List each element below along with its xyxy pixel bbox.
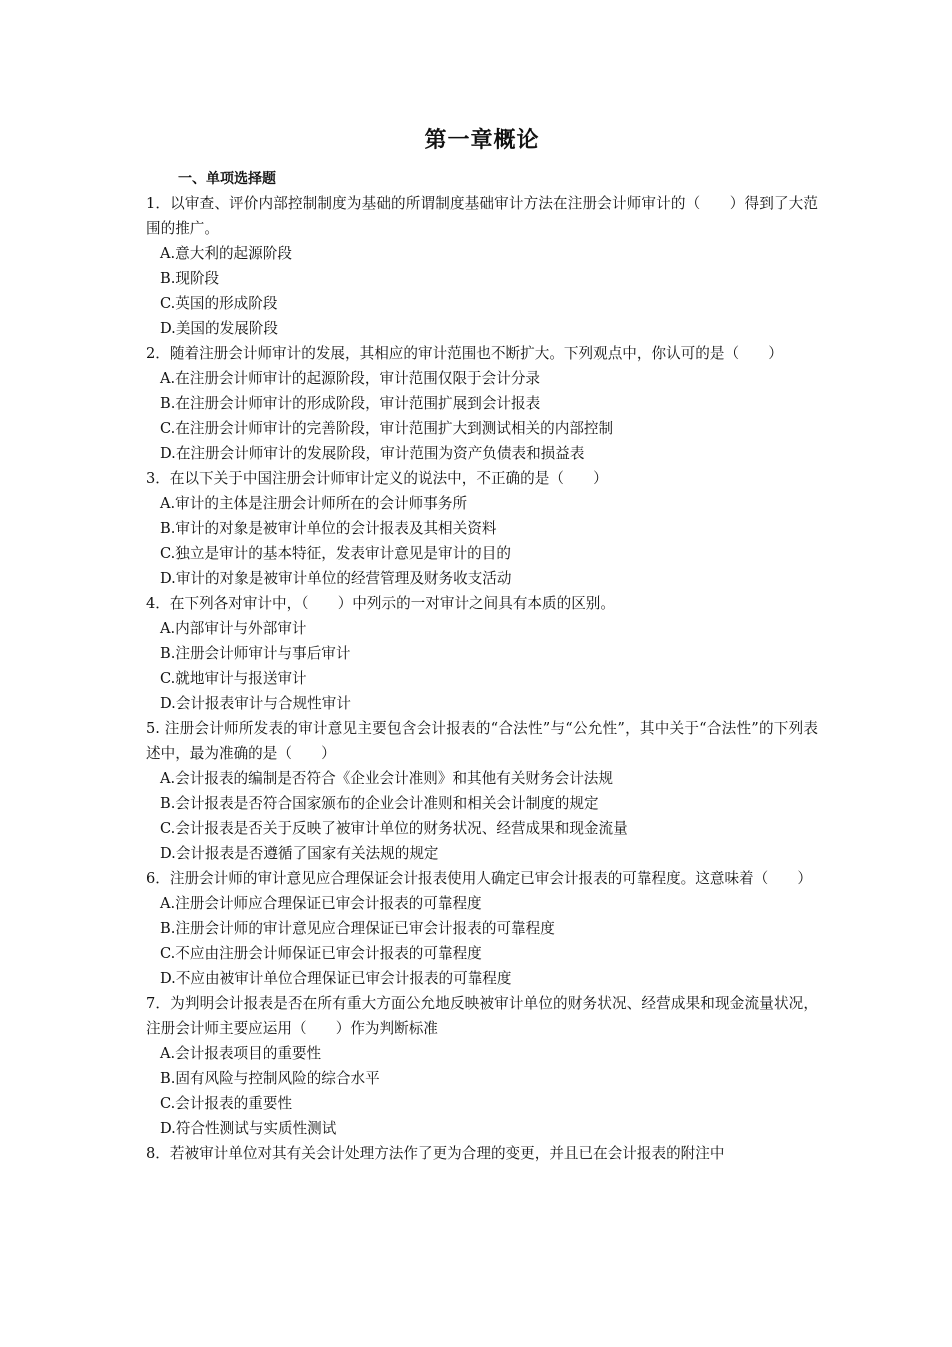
option-d: D.审计的对象是被审计单位的经营管理及财务收支活动 bbox=[160, 570, 512, 587]
option-b: B.会计报表是否符合国家颁布的企业会计准则和相关会计制度的规定 bbox=[160, 795, 599, 812]
option-c: C.就地审计与报送审计 bbox=[160, 670, 307, 687]
option-c: C.会计报表是否关于反映了被审计单位的财务状况、经营成果和现金流量 bbox=[160, 820, 628, 837]
section-heading: 一、单项选择题 bbox=[178, 171, 276, 187]
question-3 bbox=[146, 466, 818, 591]
option-d: D.美国的发展阶段 bbox=[160, 320, 278, 337]
option-c: C.不应由注册会计师保证已审会计报表的可靠程度 bbox=[160, 945, 482, 962]
question-stem: 2．随着注册会计师审计的发展，其相应的审计范围也不断扩大。下列观点中，你认可的是（ ） bbox=[146, 345, 783, 362]
option-a: A.内部审计与外部审计 bbox=[160, 620, 307, 637]
option-d: D.符合性测试与实质性测试 bbox=[160, 1120, 337, 1137]
option-a: A.意大利的起源阶段 bbox=[160, 245, 292, 262]
question-2 bbox=[146, 341, 818, 466]
option-c: C.独立是审计的基本特征，发表审计意见是审计的目的 bbox=[160, 545, 511, 562]
question-list bbox=[146, 191, 818, 1166]
option-c: C.在注册会计师审计的完善阶段，审计范围扩大到测试相关的内部控制 bbox=[160, 420, 614, 437]
question-stem: 8．若被审计单位对其有关会计处理方法作了更为合理的变更，并且已在会计报表的附注中 bbox=[146, 1145, 725, 1162]
question-stem: 4．在下列各对审计中，（ ）中列示的一对审计之间具有本质的区别。 bbox=[146, 595, 615, 612]
option-d: D.会计报表是否遵循了国家有关法规的规定 bbox=[160, 845, 439, 862]
option-b: B.固有风险与控制风险的综合水平 bbox=[160, 1070, 380, 1087]
option-b: B.注册会计师审计与事后审计 bbox=[160, 645, 351, 662]
option-d: D.在注册会计师审计的发展阶段，审计范围为资产负债表和损益表 bbox=[160, 445, 585, 462]
question-stem: 5. 注册会计师所发表的审计意见主要包含会计报表的“合法性”与“公允性”，其中关于“合法性”的下列表述中，最为准确的是（ ） bbox=[146, 720, 818, 762]
option-a: A.在注册会计师审计的起源阶段，审计范围仅限于会计分录 bbox=[160, 370, 541, 387]
question-stem: 6．注册会计师的审计意见应合理保证会计报表使用人确定已审会计报表的可靠程度。这意味着（ ） bbox=[146, 870, 813, 887]
question-8 bbox=[146, 1141, 818, 1166]
question-6 bbox=[146, 866, 818, 991]
option-a: A.会计报表项目的重要性 bbox=[160, 1045, 322, 1062]
option-b: B.在注册会计师审计的形成阶段，审计范围扩展到会计报表 bbox=[160, 395, 541, 412]
option-c: C.英国的形成阶段 bbox=[160, 295, 278, 312]
option-d: D.会计报表审计与合规性审计 bbox=[160, 695, 351, 712]
option-a: A.注册会计师应合理保证已审会计报表的可靠程度 bbox=[160, 895, 482, 912]
question-stem: 3．在以下关于中国注册会计师审计定义的说法中，不正确的是（ ） bbox=[146, 470, 608, 487]
option-d: D.不应由被审计单位合理保证已审会计报表的可靠程度 bbox=[160, 970, 512, 987]
question-7 bbox=[146, 991, 818, 1141]
question-stem: 1．以审查、评价内部控制制度为基础的所谓制度基础审计方法在注册会计师审计的（ ）得到了大范围的推广。 bbox=[146, 195, 818, 237]
chapter-title: 第一章概论 bbox=[424, 128, 540, 153]
option-b: B.审计的对象是被审计单位的会计报表及其相关资料 bbox=[160, 520, 497, 537]
question-4 bbox=[146, 591, 818, 716]
option-c: C.会计报表的重要性 bbox=[160, 1095, 293, 1112]
option-a: A.会计报表的编制是否符合《企业会计准则》和其他有关财务会计法规 bbox=[160, 770, 613, 787]
option-b: B.现阶段 bbox=[160, 270, 220, 287]
option-a: A.审计的主体是注册会计师所在的会计师事务所 bbox=[160, 495, 468, 512]
question-stem: 7．为判明会计报表是否在所有重大方面公允地反映被审计单位的财务状况、经营成果和现金流量状况，注册会计师主要应运用（ ）作为判断标准 bbox=[146, 995, 818, 1037]
question-1 bbox=[146, 191, 818, 341]
option-b: B.注册会计师的审计意见应合理保证已审会计报表的可靠程度 bbox=[160, 920, 555, 937]
question-5 bbox=[146, 716, 818, 866]
